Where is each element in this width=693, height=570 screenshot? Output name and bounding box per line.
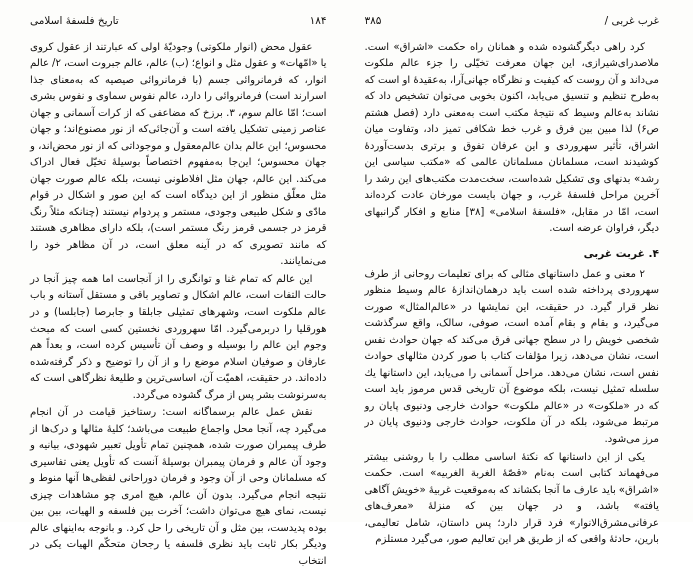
paragraph: کرد راهى دیگرگشوده شده و همانان راه حکمت «اشراق» است. ملاصدراى‌شیرازى، این جهان معرفت تخیّلى را جزء عالم ملکوت مى‌داند و آن روست که کیفیت و نظرگاه جهانى‌آرا، به‌عقیدۀ او است که به‌طرح تنظیم و تنسیق مى‌یابد، اکنون بخوبى مى‌توان تشخیص داد که نشاند به‌عالم وسیط که نتیجۀ مکتب است به‌معنى دارد (فصل هشتم ص۶) لذا مبین بین فرق و غرب خط شکافى تمیز داد، وتفاوت میان اشراق، تأثیر سهروردى و این عرفان تفوق و برترى بدست‌آوردۀ کوشیدند است، مسلمانان مسلمانان عالمى که «مکتب سیاسى این رشد» بدنهاى وی تشکیل شده‌است، سخت‌مدت مکتب‌هاى این رشد را آخرین مراحل فلسفۀ غرب، و جهان بایست مورخان عادت کرده‌اند است، امّا در مقابل، «فلسفۀ اسلامى» [۳۸] منابع و افکار گرانبهاى دیگر، فراوان عرضه است.	[365, 40, 660, 238]
paragraph: یكى از این داستانها که نكتۀ اساسى مطلب را با روشنى بیشتر مى‌فهماند كتابى است به‌نام «قصّۀ الغربة الغربیه» است. حكمت «اشراق» باید عارف ما آنجا بكشاند كه به‌موقعیت غربیۀ «خویش آگاهى یافته» باشد، و در جهان بین كه منزلۀ «معرف‌هاى عرفانى‌مشرق‌الانوار» فرد قرار دارد؛ پس داستان، شامل تعالیمى، بارین، حادثۀ واقعى كه از طریق هر این تعالیم صور، مى‌گیرد مستلزم	[365, 450, 660, 549]
paragraph: نقش عمل عالم برسماگانه است: رستاخیز قیامت در آن انجام مى‌گیرد چه، آنجا محل واجماع طبیعت مى‌باشد؛ کلیۀ مثالها و درک‌ها از طرف پیمبران صورت شده، همچنین تمام تأویل تعبیر شهودى، بیانیه و وجود آن عالم و فرمان پیمبران بوسیلۀ آنست که تأویل یعنى تفاسیرى که مسلمانان وحى از آن وجود و فرمان دوراحانى لفظى‌ها آنها منوط و نتیجه انجام مى‌گیرد. بدون آن عالم، هیچ امرى چو مشاهدات چیزى نیست، نماى هیچ مى‌توان داشت؛ آخرت بین فلسفه و الهیات، بین بین بوده پدیدست، بین مثل و آن تاریخى را حل کرد. و بانوجه به‌اینهاى عالم ودیگر بکار ثابت باید نظرى فلسفه یا رجحان متحکّم الهیات یکى در انتخاب	[30, 405, 327, 570]
page-gutter	[347, 0, 348, 522]
running-head-left	[30, 14, 327, 30]
page-left	[0, 0, 347, 522]
section-heading-right: ۴. غربت غربى	[365, 247, 660, 263]
running-head-title-left: تاریخ فلسفۀ اسلامی	[30, 14, 119, 30]
spacer	[365, 549, 660, 551]
paragraph: ۲ معنى و عمل داستانهاى مثالى که براى تعلیمات روحانى از طرف سهروردى پرداخته شده است باید درهمان‌اندازۀ عالم وسیط منظور نظر قرار گیرد. در حقیقت، این نمایشها در «عالم‌المثال» صورت مى‌گیرد، و بقام و بقام آمده است، صوفى، سالک، واقع سرگذشت شخصى خویش را در سطح جهانى فرق مى‌کند که جهان حوادث نفس است، نشان مى‌دهد، زیرا مؤلفات کتاب با صور کردن مثالهاى حوادث نفس است، نشان مى‌دهد. مراحل آسمانى را مى‌یابد، این داستانها یك سلسله تمثیل نیست، بلكه موضوع آن تاریخى قدس مرموز باید است كه در «ملكوت» در «عالم ملكوت» حوادث خارجى ودنیوى پایان رو مرتبط مى‌شود، بلكه در آن ملكوت، حوادث خارجى ودنیوى پایان در مرز مى‌شود.	[365, 267, 660, 449]
paragraph: این عالم که تمام غنا و توانگرى را از آنجاست اما همه چیز آنجا در حالت التفات است، عالم اشکال و تصاویر باقى و مستقل آستانه و باب عالم ملکوت است، وشهرهاى تمثیلى جابلقا و جابرصا (جابلسا) و در هورقلیا را دربرمى‌گیرد. امّا سهروردى نخستین کسى است که مبحث وجوم این عالم را بوسیله و وصف آن تأسیس کرده است، و بعداً هم عارفان و صوفیان اسلام موضع را و از آن را توضیح و ذکر گرفته‌شده داده‌اند. در حقیقت، اهمیّت آن، اساسى‌ترین و طلیعۀ نظرگاهى است که به‌سرنوشت بشر پس از مرگ گشوده مى‌گردد.	[30, 272, 327, 404]
running-head-title-right: غرب غربی /	[605, 14, 659, 30]
running-head-right	[365, 14, 660, 30]
folio-right: ۳۸۵	[365, 14, 382, 30]
paragraph: عقول محض (انوار ملکوتى) وجودیّۀ اولى که عبارتند از عقول کروى یا «امّهات» و عقول مثل و انواع؛ (ب) عالم، عالم جبروت است، ۲/ عالم انوار، که فرمانروائى جسم (با فرمانروائى صیصیه که به‌معناى جذا اسرارند است) فرمانروائى را دارد، عالم نفوس سماوى و نفوس بشرى است؛ امّا عالم سوم، ۳. برزخ که مضاعفى که از کرات آسمانى و جهان عناصر زمینى تشکیل یافته است و آن‌جائى‌که از نور مصنوع‌اند؛ و جهان محسوس؛ این عالم بدان عالم‌معقول و موجوداتى که از نور محض‌اند، و جهان محسوس؛ این‌جا به‌مفهوم اختصاصاً بوسیلۀ تخیّل فعال ادراک مى‌کند. این عالم، جهان مثل افلاطونى نیست، بلکه عالم صورت جهان مثل معلّق منظور از این دیدگاه است که این صور و اشکال در قوام مادّى و شکل طبیعى وجودى، مستمر و پردوام نیستند (چنانکه مثلاً رنگ قرمز در جسمى قرمز رنگ مستمر است)، بلکه داراى مظاهرى هستند که مانند تصویرى که در آینه معلق است، در آن مظاهر خود را مى‌نمایانند.	[30, 40, 327, 271]
folio-left: ۱۸۴	[310, 14, 327, 30]
page-right	[347, 0, 693, 522]
